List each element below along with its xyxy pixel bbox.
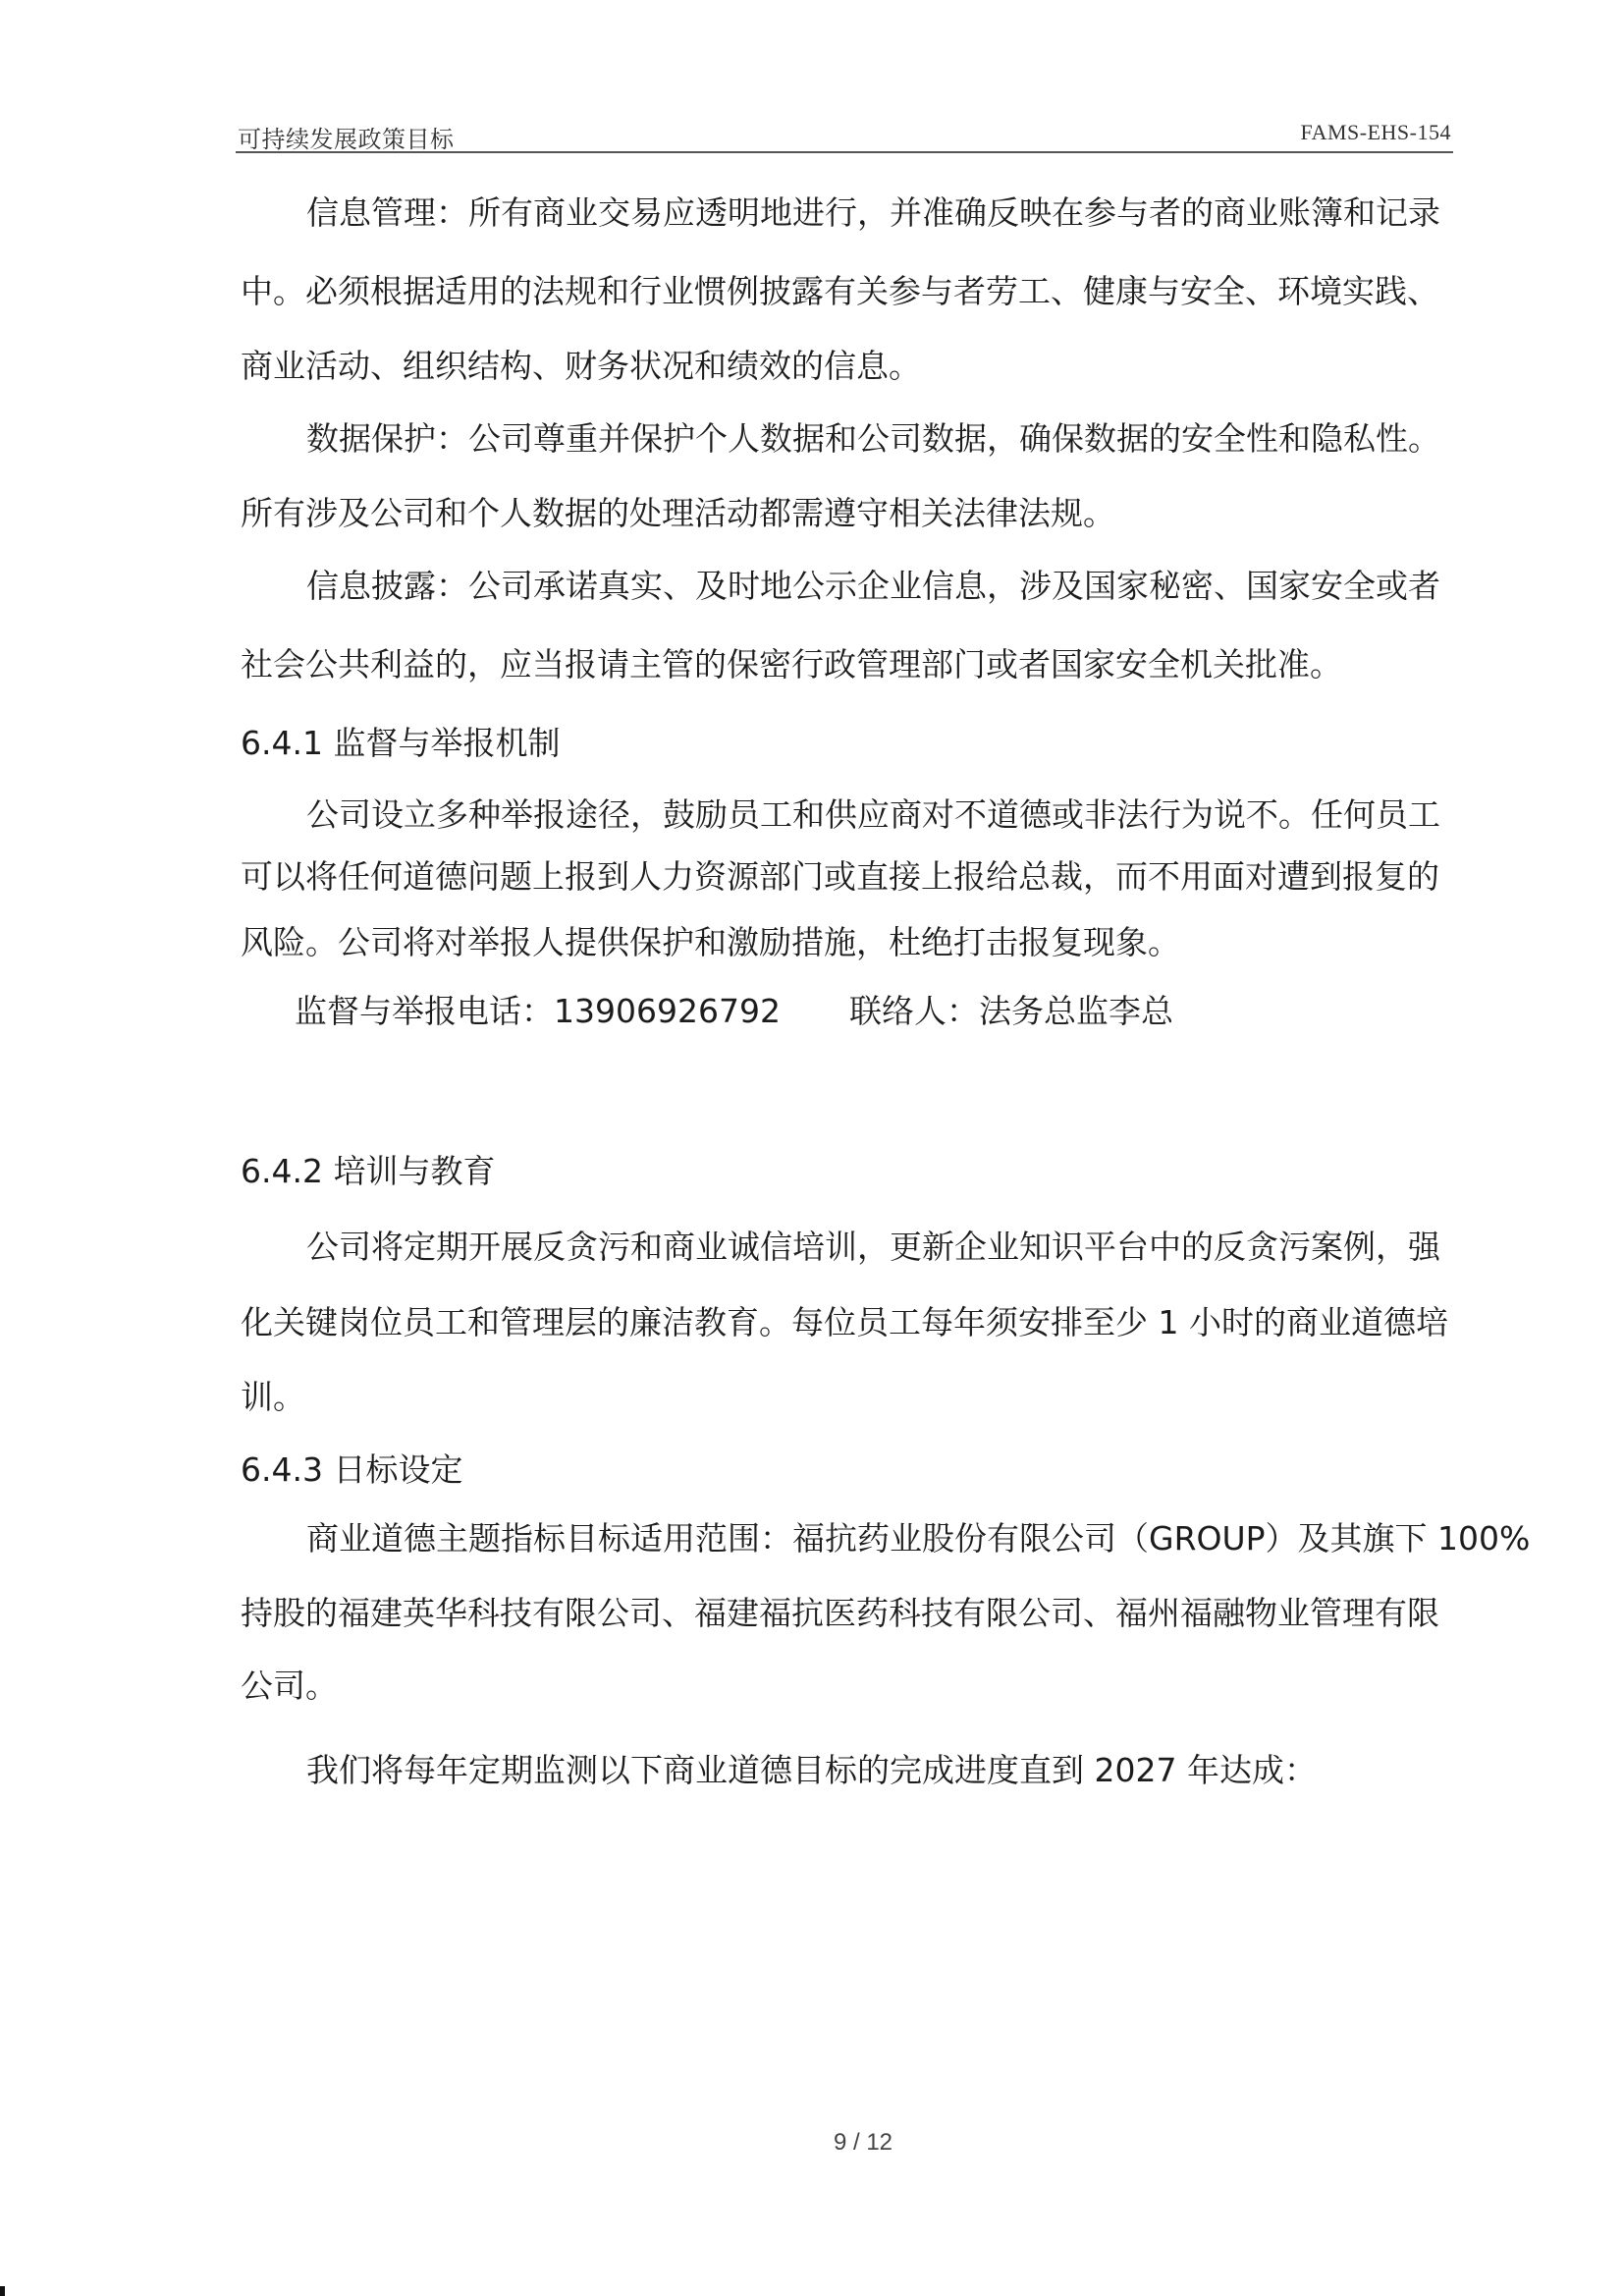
paragraph-info-management-line: 中。必须根据适用的法规和行业惯例披露有关参与者劳工、健康与安全、环境实践、 [241, 272, 1439, 310]
paragraph-training-line: 化关键岗位员工和管理层的廉洁教育。每位员工每年须安排至少 1 小时的商业道德培 [241, 1303, 1448, 1341]
page-number: 9 / 12 [833, 2129, 893, 2156]
paragraph-info-management-line: 商业活动、组织结构、财务状况和绩效的信息。 [241, 347, 921, 385]
paragraph-info-disclosure-line: 社会公共利益的，应当报请主管的保密行政管理部门或者国家安全机关批准。 [241, 645, 1342, 683]
document-code: FAMS-EHS-154 [1300, 120, 1451, 144]
paragraph-training-line: 训。 [241, 1378, 305, 1416]
scan-artifact [0, 2286, 5, 2296]
section-heading-641: 6.4.1 监督与举报机制 [241, 724, 561, 762]
paragraph-scope-line: 持股的福建英华科技有限公司、福建福抗医药科技有限公司、福州福融物业管理有限 [241, 1594, 1439, 1632]
reporting-contact-line [295, 992, 1173, 1031]
paragraph-data-protection-line: 数据保护：公司尊重并保护个人数据和公司数据，确保数据的安全性和隐私性。 [306, 419, 1440, 458]
paragraph-info-disclosure-line: 信息披露：公司承诺真实、及时地公示企业信息，涉及国家秘密、国家安全或者 [306, 567, 1440, 605]
paragraph-reporting-line: 风险。公司将对举报人提供保护和激励措施，杜绝打击报复现象。 [241, 923, 1180, 961]
header-divider [236, 151, 1453, 153]
paragraph-info-management-line: 信息管理：所有商业交易应透明地进行，并准确反映在参与者的商业账簿和记录 [306, 193, 1440, 232]
reporting-contact-person: 联络人：法务总监李总 [848, 992, 1173, 1030]
reporting-phone: 监督与举报电话：13906926792 [295, 992, 781, 1030]
paragraph-data-protection-line: 所有涉及公司和个人数据的处理活动都需遵守相关法律法规。 [241, 494, 1115, 532]
paragraph-reporting-line: 公司设立多种举报途径，鼓励员工和供应商对不道德或非法行为说不。任何员工 [306, 795, 1440, 834]
paragraph-scope-line: 商业道德主题指标目标适用范围：福抗药业股份有限公司（GROUP）及其旗下 100% [306, 1519, 1531, 1558]
document-header-title: 可持续发展政策目标 [238, 126, 455, 153]
paragraph-scope-line: 公司。 [241, 1667, 338, 1705]
paragraph-reporting-line: 可以将任何道德问题上报到人力资源部门或直接上报给总裁，而不用面对遭到报复的 [241, 857, 1439, 896]
paragraph-monitoring: 我们将每年定期监测以下商业道德目标的完成进度直到 2027 年达成： [306, 1751, 1317, 1789]
paragraph-training-line: 公司将定期开展反贪污和商业诚信培训，更新企业知识平台中的反贪污案例，强 [306, 1228, 1440, 1266]
section-heading-642: 6.4.2 培训与教育 [241, 1152, 496, 1190]
section-heading-643: 6.4.3 日标设定 [241, 1450, 463, 1489]
